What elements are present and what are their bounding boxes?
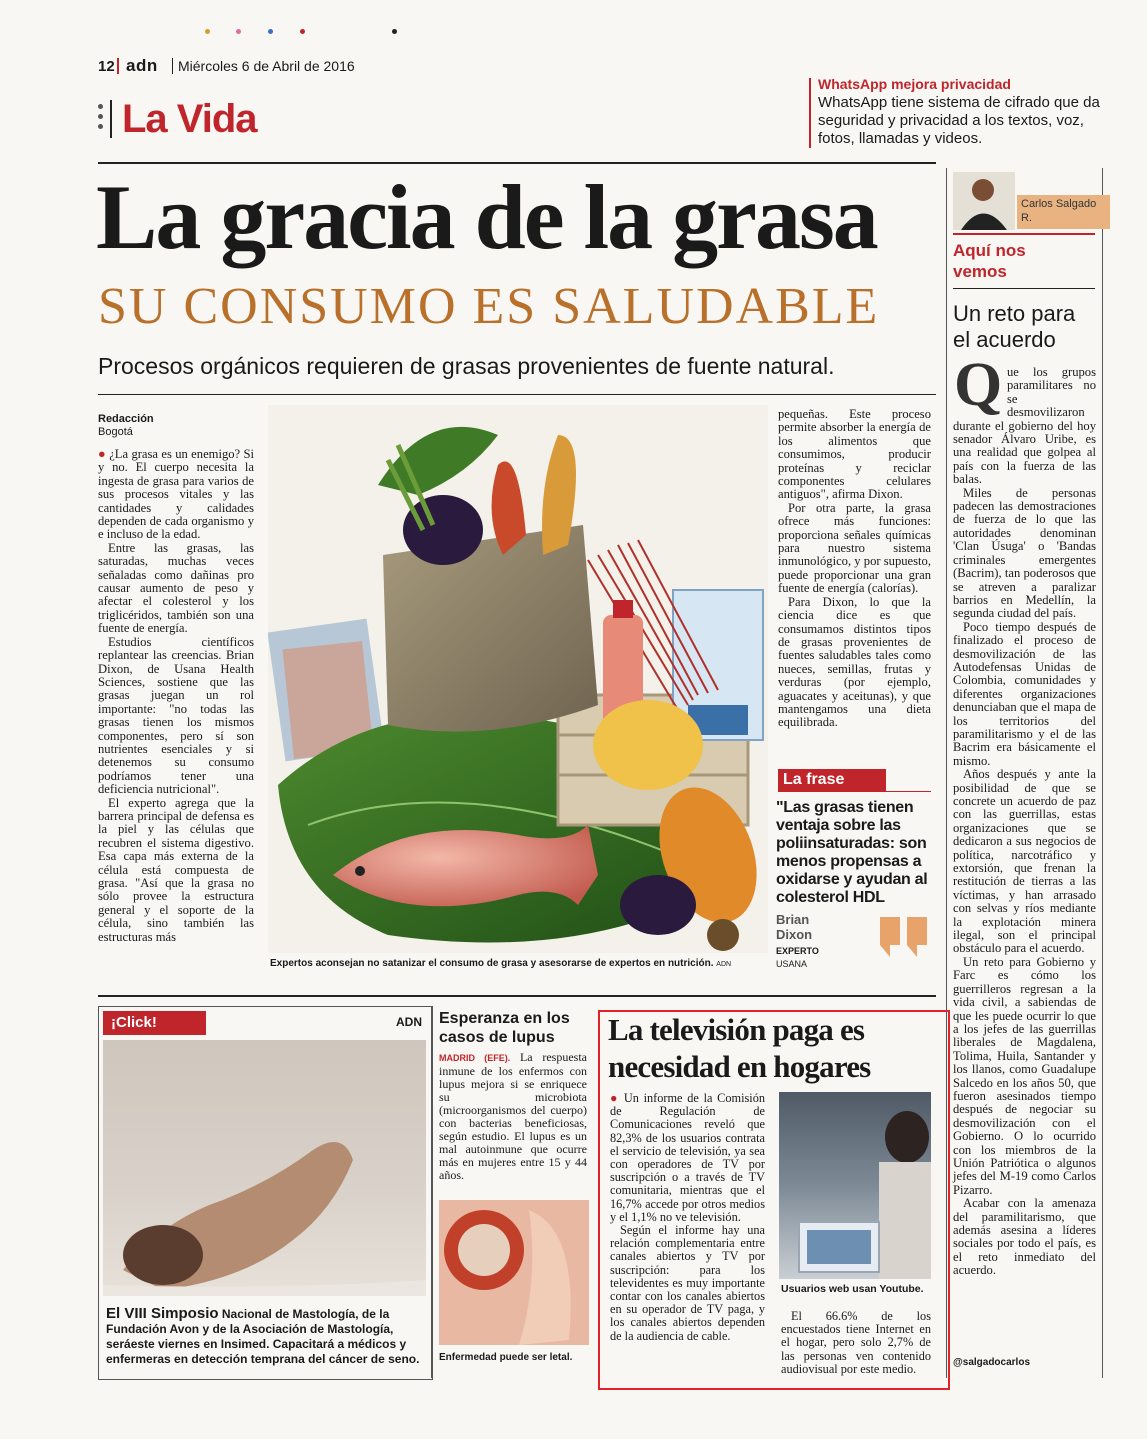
author-name: Carlos Salgado R. <box>1017 195 1110 229</box>
lupus-divider <box>431 1006 432 1378</box>
whatsapp-text: WhatsApp tiene sistema de cifrado que da seguridad y privacidad a los textos, voz, fotos, llamadas y videos. <box>818 94 1100 147</box>
column-body <box>953 366 1096 1278</box>
main-paragraph: Estudios científicos replantear las creencias. Brian Dixon, de Usana Health Sciences, sostiene que las grasas juegan un rol importante: "no todas las grasas tienen los mismos componentes, pero sí son nutrientes esenciales y si detenemos su consumo podríamos tener una deficiencia nutricional". <box>98 634 254 797</box>
column-kicker: Aquí nos vemos <box>953 241 1026 281</box>
page-number: 12 <box>98 58 115 75</box>
main-subhead: SU CONSUMO ES SALUDABLE <box>98 278 880 335</box>
whatsapp-title: WhatsApp mejora privacidad <box>818 76 1011 92</box>
food-still-life-illustration <box>268 405 768 953</box>
tv-photo <box>779 1092 931 1279</box>
decor-dot <box>300 29 305 34</box>
pull-quote: "Las grasas tienen ventaja sobre las poliinsaturadas: son menos propensas a oxidarse y ayudan al colesterol HDL <box>776 799 928 906</box>
author-photo <box>953 172 1015 230</box>
click-label: ¡Click! <box>103 1011 206 1035</box>
decor-dot <box>392 29 397 34</box>
main-column-3 <box>778 408 931 730</box>
tv-paragraph: El 66.6% de los encuestados tiene Internet en el hogar, pero solo 2,7% de las personas ven contenido audiovisual por este medio. <box>781 1309 931 1376</box>
click-caption: El VIII Simposio Nacional de Mastología, de la Fundación Avon y de la Asociación de Mastología, seráeste viernes en Insimed. Capacitará a médicos y enfermeras en detección temprana del cáncer de seno. <box>106 1305 420 1366</box>
quote-role: EXPERTO <box>776 946 819 956</box>
drop-cap-space <box>953 366 1007 418</box>
decor-dot <box>236 29 241 34</box>
column-paragraph: Acabar con la amenaza del paramilitarismo, que además asesina a líderes sociales por todo el país, es el reto inmediato del acuerdo. <box>953 1196 1096 1278</box>
section-dot <box>98 124 103 129</box>
lupus-text: MADRID (EFE). La respuesta inmune de los enfermos con lupus mejora si se enriquece su microbiota (microorganismos del cuerpo) con bacterias beneficiosas, según estudio. El lupus es un mal autoinmune que ocurre más en mujeres entre 15 y 44 años. <box>439 1050 587 1182</box>
main-column-1: ● ¿La grasa es un enemigo? Si y no. El cuerpo necesita la ingesta de grasa para varios de sus procesos vitales y las cantidades y calidades dependen de cada organismo y e incluso de la edad. Entre las grasas, las saturadas, muchas veces señaladas como dañinas pro causar aumento de peso y afectar el colesterol y los triglicéridos, también son una fuente de energía. Estudios científicos replantear las creencias. Brian Dixon, de Usana Health Sciences, sostiene que las grasas juegan un rol importante: "no todas las grasas tienen los mismos componentes, pero sí son nutrientes esenciales y si detenemos su consumo podríamos tener una deficiencia nutricional". El experto agrega que la barrera principal de defensa es la piel y las células que recubren el sistema digestivo. Esa capa más externa de la célula está compuesta de grasa. "Así que la grasa no sólo provee la estructura general y el soporte de la célula, sino también las estructuras más <box>98 447 255 944</box>
byline: Redacción <box>98 413 154 425</box>
drop-cap: Q <box>954 351 1003 419</box>
lupus-caption: Enfermedad puede ser letal. <box>439 1352 573 1363</box>
lupus-title: Esperanza en los casos de lupus <box>439 1010 570 1046</box>
decor-dot <box>205 29 210 34</box>
photo-credit: ADN <box>716 961 732 968</box>
header-divider <box>172 58 173 74</box>
tv-column-1: ● Un informe de la Comisión de Regulación de Comunicaciones reveló que 82,3% de los usuarios contrata el servicio de televisión, ya sea con operadores de TV por suscripción o a través de TV comunitaria, mientras que el 16,7% accede por otros medios y el 1,1% no ve televisión. Según el informe hay una relación complementaria entre canales abiertos y TV por suscripción: para los televidentes es muy importante contar con los canales abiertos en su operador de TV paga, y los canales abiertos dependen de la audiencia de cable. <box>610 1091 765 1343</box>
main-deck: Procesos orgánicos requieren de grasas provenientes de fuente natural. <box>98 353 835 379</box>
lupus-photo <box>439 1200 589 1345</box>
main-paragraph: El experto agrega que la barrera principal de defensa es la piel y las células que recubren el sistema digestivo. Esa capa más externa de la célula está compuesta de grasa. "Así que la grasa no sólo provee la estructura general y el soporte de la célula, sino también las estructuras más <box>98 795 254 944</box>
column-rule <box>953 288 1095 289</box>
deck-rule <box>98 394 936 395</box>
main-paragraph: Por otra parte, la grasa ofrece más funciones: proporciona señales químicas para nuestro sistema inmunológico, y por supuesto, puede proporcionar una gran fuente de energía (calorías). <box>778 500 931 596</box>
brief-rule <box>809 78 811 148</box>
frase-label: La frase <box>778 769 886 791</box>
main-paragraph: Entre las grasas, las saturadas, muchas veces señaladas como dañinas pro causar aumento de peso y afectar el colesterol y los triglicéridos, también son una fuente de energía. <box>98 540 254 636</box>
section-title: La Vida <box>122 97 257 141</box>
tv-paragraph: Según el informe hay una relación complementaria entre canales abiertos y TV por suscripción: para los televidentes es muy importante contar con los canales abiertos en su operador de TV paga, y los canales abiertos dependen de la audiencia de cable. <box>610 1223 765 1343</box>
main-headline: La gracia de la grasa <box>96 166 877 268</box>
column-paragraph: ue los grupos paramilitares no se desmovilizaron durante el gobierno del hoy senador Álvaro Uribe, es una realidad que golpea al país con la fuerza de las balas. <box>953 365 1096 487</box>
issue-date: Miércoles 6 de Abril de 2016 <box>178 58 355 74</box>
dateline: Bogotá <box>98 426 133 438</box>
column-paragraph: Años después y ante la posibilidad de que se concrete un acuerdo de paz con las guerrillas, estas organizaciones que se dedicaron a sus negocios de política, narcotráfico y extorsión, que frenan la restitución de tierras a las víctimas, y han arrasado con selvas y ríos mediante la explotación minera ilegal, son el principal obstáculo para el acuerdo. <box>953 767 1096 956</box>
tv-photo-caption: Usuarios web usan Youtube. <box>781 1283 924 1295</box>
column-paragraph: Miles de personas padecen las demostraciones de fuerza de lo que las autoridades denominan 'Clan Úsuga' o 'Bandas criminales emergentes (Bacrim), tan poderosos que se atreven a paralizar barrios en Medellín, la segunda ciudad del país. <box>953 485 1096 621</box>
body-silhouette-illustration <box>103 1040 426 1296</box>
section-dot <box>98 114 103 119</box>
tv-headline: La televisión paga es necesidad en hogares <box>608 1012 871 1084</box>
column-paragraph: Poco tiempo después de finalizado el proceso de desmovilización de las Autodefensas Unidas de Colombia, comunidades y diferentes organizaciones denunciaban que el mapa de los territorios del paramilitarismo y el de las Bacrim era básicamente el mismo. <box>953 619 1096 768</box>
column-paragraph: Un reto para Gobierno y Farc es cómo los guerrilleros regresan a la vida civil, a sabiendas de que les puede ocurrir lo que a los jefes de las guerrillas liberales de Magdalena, Tolima, Huila, Santander y los llanos, como Guadalupe Salcedo en los años 50, que fueron asesinados tiempo después de negociar su desmovilización con el Gobierno. O lo ocurrido con los miembros de la Unión Patriótica o algunos jefes del M-19 como Carlos Pizarro. <box>953 954 1096 1197</box>
photo-caption: Expertos aconsejan no satanizar el consumo de grasa y asesorarse de expertos en nutrición. ADN <box>270 958 732 969</box>
main-paragraph: ¿La grasa es un enemigo? Si y no. El cuerpo necesita la ingesta de grasa para varios de sus procesos vitales y las cantidades y calidades dependen de cada organismo y e incluso de la edad. <box>98 447 255 542</box>
adn-logo: adn <box>126 56 158 75</box>
click-photo <box>103 1040 426 1296</box>
main-photo <box>268 405 768 953</box>
quote-name: Brian Dixon <box>776 912 813 942</box>
quote-org: USANA <box>776 959 808 969</box>
quote-marks-icon <box>877 915 931 957</box>
click-logo: ADN <box>396 1015 422 1029</box>
middle-rule <box>98 995 936 997</box>
main-paragraph: Para Dixon, lo que la ciencia dice es que consumamos distintos tipos de grasas provenientes de fuentes saludables tales como nueces, semillas, frutas y verduras (por ejemplo, aguacates y aceitunas), y que mantengamos una dieta equilibrada. <box>778 594 931 730</box>
column-rule <box>953 233 1095 235</box>
section-dot <box>98 104 103 109</box>
section-divider <box>110 100 112 138</box>
column-title: Un reto para el acuerdo <box>953 301 1076 352</box>
column-handle: @salgadocarlos <box>953 1357 1031 1368</box>
top-rule <box>98 162 936 164</box>
frase-rule <box>778 791 931 792</box>
decor-dot <box>268 29 273 34</box>
tv-column-2 <box>781 1310 931 1376</box>
main-paragraph: pequeñas. Este proceso permite absorber la energía de los alimentos que consumimos, producir proteínas y reciclar componentes celulares antiguos", afirma Dixon. <box>778 407 931 502</box>
header-divider <box>117 58 119 74</box>
tv-paragraph: Un informe de la Comisión de Regulación de Comunicaciones reveló que 82,3% de los usuarios contrata el servicio de televisión, ya sea con operadores de TV por suscripción o a través de TV comunitaria, mientras que el 16,7% accede por otros medios y el 1,1% no ve televisión. <box>610 1091 765 1224</box>
